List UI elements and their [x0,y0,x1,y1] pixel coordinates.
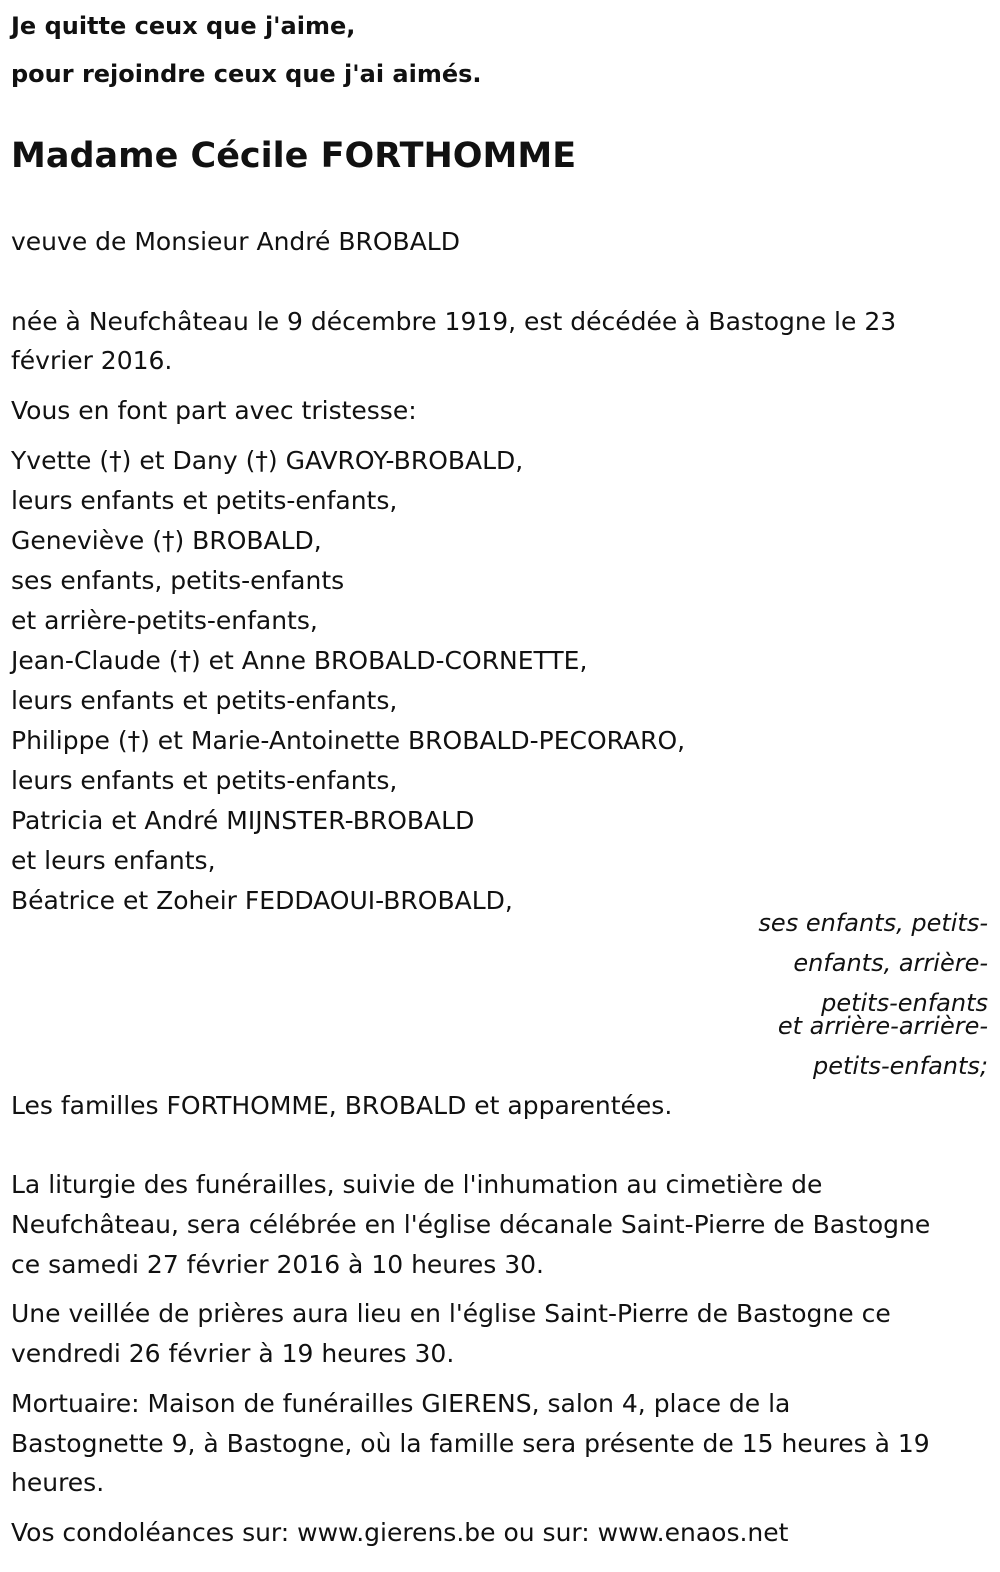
descendants-line: petits-enfants; [813,1052,988,1080]
announcement-intro: Vous en font part avec tristesse: [11,396,417,425]
vigil-line: vendredi 26 février à 19 heures 30. [11,1339,455,1368]
birth-death-line-2: février 2016. [11,346,173,375]
mortuary-line: heures. [11,1468,105,1497]
mortuary-line: Bastognette 9, à Bastogne, où la famille sera présente de 15 heures à 19 [11,1429,930,1458]
family-line: et leurs enfants, [11,846,216,875]
family-line: Yvette (†) et Dany (†) GAVROY-BROBALD, [11,446,524,475]
vigil-line: Une veillée de prières aura lieu en l'église Saint-Pierre de Bastogne ce [11,1299,891,1328]
descendants-line: ses enfants, petits- [758,909,988,937]
birth-death-line-1: née à Neufchâteau le 9 décembre 1919, est décédée à Bastogne le 23 [11,307,897,336]
family-line: Philippe (†) et Marie-Antoinette BROBALD-PECORARO, [11,726,686,755]
family-line: Béatrice et Zoheir FEDDAOUI-BROBALD, [11,886,513,915]
family-line: leurs enfants et petits-enfants, [11,486,398,515]
family-line: leurs enfants et petits-enfants, [11,686,398,715]
families-line: Les familles FORTHOMME, BROBALD et apparentées. [11,1091,673,1120]
liturgy-line: ce samedi 27 février 2016 à 10 heures 30. [11,1250,544,1279]
family-line: Patricia et André MIJNSTER-BROBALD [11,806,475,835]
family-line: Jean-Claude (†) et Anne BROBALD-CORNETTE, [11,646,588,675]
family-line: et arrière-petits-enfants, [11,606,318,635]
family-line: ses enfants, petits-enfants [11,566,345,595]
family-line: Geneviève (†) BROBALD, [11,526,322,555]
descendants-line: petits-enfants [821,989,988,1017]
mortuary-line: Mortuaire: Maison de funérailles GIERENS, salon 4, place de la [11,1389,791,1418]
descendants-line: enfants, arrière- [793,949,988,977]
condolences-line: Vos condoléances sur: www.gierens.be ou sur: www.enaos.net [11,1518,789,1547]
liturgy-line: Neufchâteau, sera célébrée en l'église décanale Saint-Pierre de Bastogne [11,1210,931,1239]
liturgy-line: La liturgie des funérailles, suivie de l'inhumation au cimetière de [11,1170,823,1199]
family-line: leurs enfants et petits-enfants, [11,766,398,795]
deceased-name: Madame Cécile FORTHOMME [11,136,577,176]
quote-line-2: pour rejoindre ceux que j'ai aimés. [11,60,482,88]
quote-line-1: Je quitte ceux que j'aime, [11,12,356,40]
descendants-line: et arrière-arrière- [777,1012,988,1040]
widow-of: veuve de Monsieur André BROBALD [11,227,460,256]
